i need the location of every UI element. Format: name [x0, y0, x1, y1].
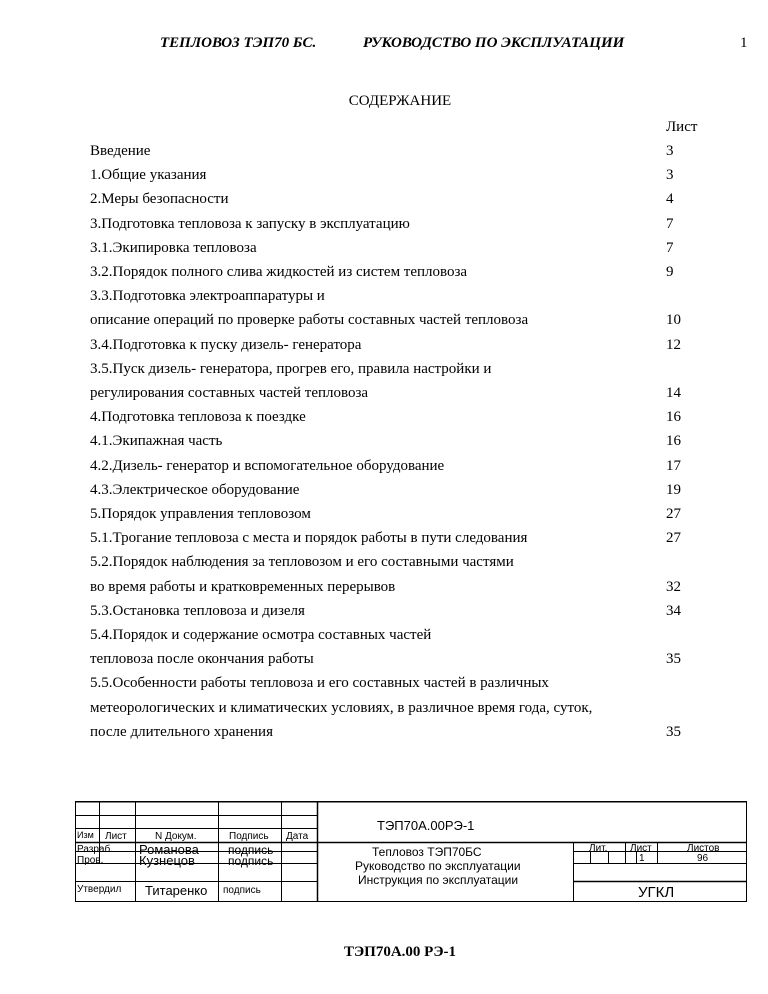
toc-page-number: 35	[666, 651, 681, 667]
list-column-header: Лист	[666, 119, 698, 135]
toc-page-number: 32	[666, 579, 681, 595]
toc-entry: 4.Подготовка тепловоза к поездке	[90, 409, 306, 425]
toc-entry: 5.1.Трогание тепловоза с места и порядок работы в пути следования	[90, 530, 528, 546]
toc-entry: 3.3.Подготовка электроаппаратуры и	[90, 288, 325, 304]
running-header-left: ТЕПЛОВОЗ ТЭП70 БС.	[160, 35, 317, 51]
toc-entry: тепловоза после окончания работы	[90, 651, 314, 667]
stamp-organization: УГКЛ	[638, 884, 675, 901]
title-block-stamp	[75, 801, 747, 902]
stamp-sheet-label: Лист	[630, 843, 652, 854]
toc-page-number: 19	[666, 482, 681, 498]
stamp-razrab-sign: подпись	[228, 843, 274, 857]
stamp-prov-sign: подпись	[228, 854, 274, 868]
stamp-col-izm: Изм	[77, 830, 94, 840]
toc-page-number: 16	[666, 433, 681, 449]
toc-entry: 5.4.Порядок и содержание осмотра составных частей	[90, 627, 432, 643]
running-header-right: РУКОВОДСТВО ПО ЭКСПЛУАТАЦИИ	[363, 35, 625, 51]
toc-entry: 4.1.Экипажная часть	[90, 433, 223, 449]
stamp-utv-sign: подпись	[223, 885, 261, 896]
toc-entry: описание операций по проверке работы составных частей тепловоза	[90, 312, 529, 328]
toc-entry: 5.5.Особенности работы тепловоза и его составных частей в различных	[90, 675, 549, 691]
stamp-col-list: Лист	[105, 831, 127, 842]
toc-entry: 5.Порядок управления тепловозом	[90, 506, 311, 522]
toc-page-number: 34	[666, 603, 681, 619]
stamp-sheets-value: 96	[697, 853, 709, 864]
stamp-doc-name-1: Тепловоз ТЭП70БС	[372, 845, 482, 859]
toc-page-number: 27	[666, 506, 681, 522]
stamp-utv-name: Титаренко	[145, 883, 208, 898]
toc-entry: 3.4.Подготовка к пуску дизель- генератора	[90, 337, 362, 353]
toc-entry: 1.Общие указания	[90, 167, 207, 183]
toc-page-number: 7	[666, 240, 674, 256]
toc-page-number: 9	[666, 264, 674, 280]
toc-entry: после длительного хранения	[90, 724, 273, 740]
toc-page-number: 14	[666, 385, 681, 401]
stamp-razrab-label: Разраб.	[77, 844, 114, 855]
toc-entry: 5.3.Остановка тепловоза и дизеля	[90, 603, 305, 619]
toc-page-number: 3	[666, 143, 674, 159]
toc-entry: 4.2.Дизель- генератор и вспомогательное оборудование	[90, 458, 445, 474]
toc-page-number: 7	[666, 216, 674, 232]
stamp-col-sign: Подпись	[229, 831, 269, 842]
toc-entry: 5.2.Порядок наблюдения за тепловозом и его составными частями	[90, 554, 514, 570]
stamp-designation: ТЭП70А.00РЭ-1	[377, 818, 475, 833]
stamp-utv-label: Утвердил	[77, 884, 122, 895]
stamp-prov-name: Кузнецов	[139, 853, 195, 868]
stamp-col-doc: N Докум.	[155, 831, 197, 842]
toc-entry: 3.1.Экипировка тепловоза	[90, 240, 257, 256]
page-footer: ТЭП70А.00 РЭ-1	[343, 944, 456, 960]
page-number: 1	[740, 35, 748, 51]
stamp-doc-name-3: Инструкция по эксплуатации	[358, 873, 519, 887]
toc-entry: 2.Меры безопасности	[90, 191, 229, 207]
stamp-sheet-value: 1	[639, 853, 645, 864]
toc-entry: 4.3.Электрическое оборудование	[90, 482, 300, 498]
toc-page-number: 16	[666, 409, 681, 425]
toc-entry: метеорологических и климатических условиях, в различное время года, суток,	[90, 700, 593, 716]
stamp-col-date: Дата	[286, 831, 309, 842]
toc-page-number: 3	[666, 167, 674, 183]
toc-entry: 3.Подготовка тепловоза к запуску в эксплуатацию	[90, 216, 410, 232]
stamp-doc-name-2: Руководство по эксплуатации	[355, 859, 521, 873]
toc-entry: 3.5.Пуск дизель- генератора, прогрев его, правила настройки и	[90, 361, 492, 377]
stamp-lit-label: Лит.	[589, 843, 608, 854]
page-title: СОДЕРЖАНИЕ	[348, 93, 452, 109]
toc-page-number: 17	[666, 458, 681, 474]
toc-page-number: 4	[666, 191, 674, 207]
toc-entry: во время работы и кратковременных перерывов	[90, 579, 396, 595]
toc-page-number: 27	[666, 530, 681, 546]
toc-entry: Введение	[90, 143, 151, 159]
stamp-razrab-name: Романова	[139, 842, 199, 857]
toc-entry: 3.2.Порядок полного слива жидкостей из систем тепловоза	[90, 264, 468, 280]
toc-page-number: 10	[666, 312, 681, 328]
toc-entry: регулирования составных частей тепловоза	[90, 385, 369, 401]
toc-page-number: 12	[666, 337, 681, 353]
stamp-prov-label: Пров.	[77, 855, 104, 866]
stamp-sheets-label: Листов	[687, 843, 720, 854]
toc-page-number: 35	[666, 724, 681, 740]
